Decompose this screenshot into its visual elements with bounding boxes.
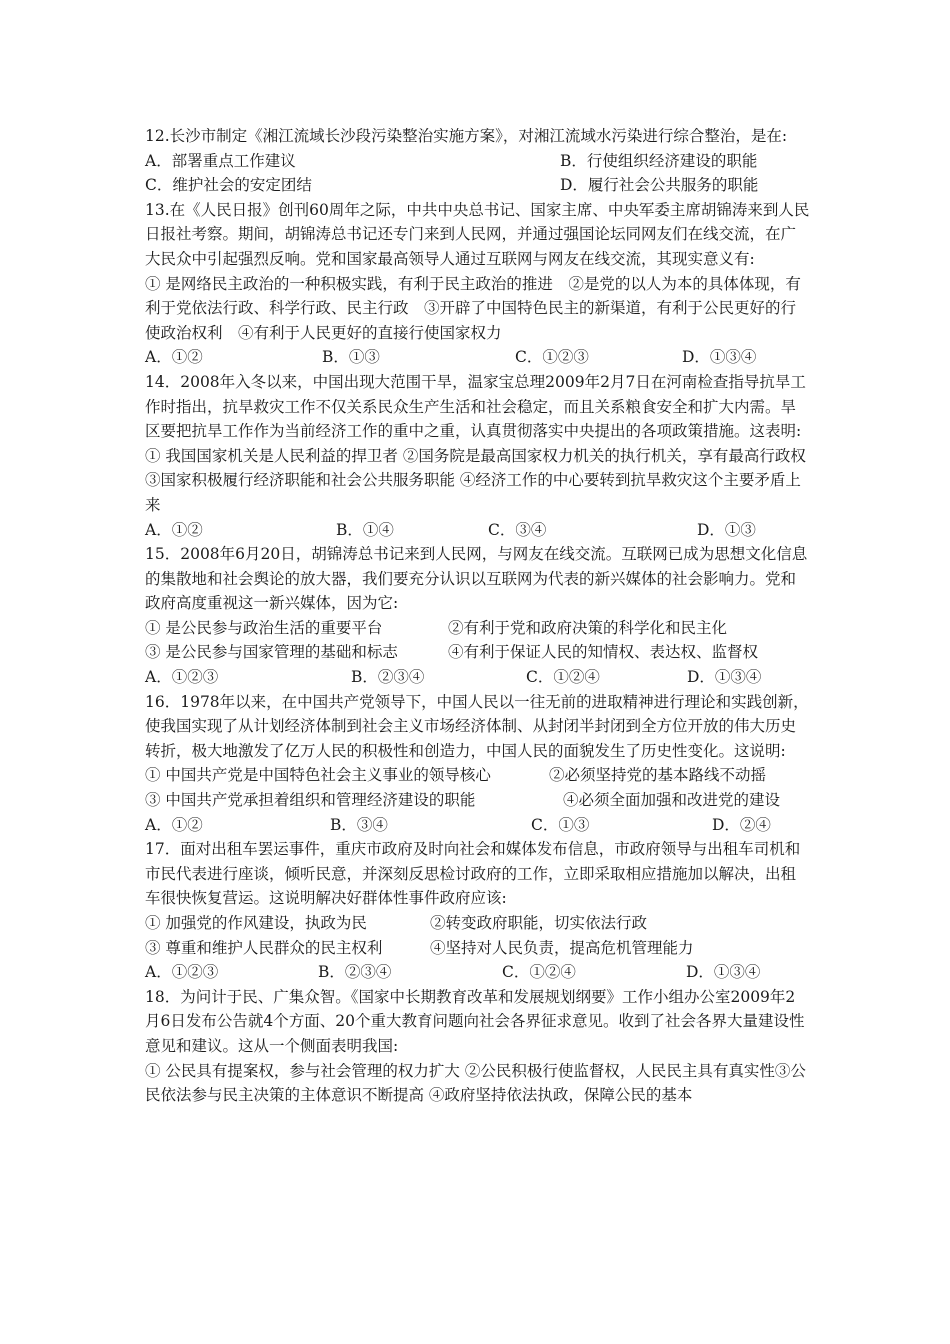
option-a[interactable]: A．①② bbox=[145, 348, 203, 367]
option-d[interactable]: D．履行社会公共服务的职能 bbox=[560, 176, 759, 195]
statement-1: ① 中国共产党是中国特色社会主义事业的领导核心 bbox=[145, 766, 491, 785]
statement-4: ④必须全面加强和改进党的建设 bbox=[563, 791, 781, 810]
option-a[interactable]: A．①②③ bbox=[145, 668, 219, 687]
statement-3: ③ 尊重和维护人民群众的民主权利 bbox=[145, 938, 383, 957]
answer-options bbox=[145, 345, 810, 370]
question-17 bbox=[145, 837, 810, 985]
question-stem: 14．2008年入冬以来，中国出现大范围干旱，温家宝总理2009年2月7日在河南检查指导抗旱工作时指出，抗旱救灾工作不仅关系民众生产生活和社会稳定，而且关系粮食安全和扩大内需。旱区要把抗旱工作作为当前经济工作的重中之重，认真贯彻落实中央提出的各项政策措施。这表明: bbox=[145, 372, 806, 441]
answer-options bbox=[145, 960, 810, 985]
option-c[interactable]: C．①②④ bbox=[502, 963, 576, 982]
question-statements: ① 我国国家机关是人民利益的捍卫者 ②国务院是最高国家权力机关的执行机关，享有最高行政权 ③国家积极履行经济职能和社会公共服务职能 ④经济工作的中心要转到抗旱救灾这个主要矛盾上来 bbox=[145, 446, 806, 514]
question-13 bbox=[145, 198, 810, 370]
question-14 bbox=[145, 370, 810, 542]
question-18 bbox=[145, 985, 810, 1108]
statement-1: ① 是公民参与政治生活的重要平台 bbox=[145, 618, 383, 637]
question-statements-row bbox=[145, 936, 810, 961]
statement-3: ③ 中国共产党承担着组织和管理经济建设的职能 bbox=[145, 791, 476, 810]
option-a[interactable]: A．部署重点工作建议 bbox=[145, 151, 296, 170]
statement-1: ① 加强党的作风建设，执政为民 bbox=[145, 914, 367, 932]
answer-options bbox=[145, 149, 810, 198]
question-stem: 12.长沙市制定《湘江流域长沙段污染整治实施方案》，对湘江流域水污染进行综合整治，是在: bbox=[145, 127, 788, 145]
option-b[interactable]: B．③④ bbox=[330, 815, 388, 834]
option-b[interactable]: B．②③④ bbox=[318, 963, 392, 982]
option-b[interactable]: B．②③④ bbox=[351, 668, 425, 687]
question-stem: 13.在《人民日报》创刊60周年之际，中共中央总书记、国家主席、中央军委主席胡锦涛来到人民日报社考察。期间，胡锦涛总书记还专门来到人民网，并通过强国论坛同网友们在线交流，在广大民众中引起强烈反响。党和国家最高领导人通过互联网与网友在线交流，其现实意义有: bbox=[145, 200, 810, 268]
option-c[interactable]: C．①②③ bbox=[515, 348, 589, 367]
question-statements-row bbox=[145, 640, 810, 665]
question-stem: 18．为问计于民、广集众智。《国家中长期教育改革和发展规划纲要》工作小组办公室2009年2月6日发布公告就4个方面、20个重大教育问题向社会各界征求意见。收到了社会各界大量建设性意见和建议。这从一个侧面表明我国: bbox=[145, 987, 805, 1055]
question-stem: 17．面对出租车罢运事件，重庆市政府及时向社会和媒体发布信息，市政府领导与出租车司机和市民代表进行座谈，倾听民意，并深刻反思检讨政府的工作，立即采取相应措施加以解决，出租车很快恢复营运。这说明解决好群体性事件政府应该: bbox=[145, 840, 801, 908]
question-16 bbox=[145, 690, 810, 838]
answer-options bbox=[145, 813, 810, 838]
option-d[interactable]: D．①③ bbox=[697, 520, 756, 539]
question-statements-row bbox=[145, 616, 810, 641]
option-c[interactable]: C．①③ bbox=[531, 815, 590, 834]
option-d[interactable]: D．①③④ bbox=[687, 668, 762, 687]
answer-options bbox=[145, 665, 810, 690]
question-statements-row bbox=[145, 788, 810, 813]
statement-2: ②转变政府职能，切实依法行政 bbox=[430, 914, 648, 932]
statement-4: ④有利于保证人民的知情权、表达权、监督权 bbox=[448, 643, 759, 662]
option-c[interactable]: C．维护社会的安定团结 bbox=[145, 176, 312, 195]
statement-3: ③ 是公民参与国家管理的基础和标志 bbox=[145, 643, 398, 662]
statement-4: ④坚持对人民负责，提高危机管理能力 bbox=[430, 938, 694, 957]
option-c[interactable]: C．③④ bbox=[488, 520, 547, 539]
option-d[interactable]: D．①③④ bbox=[686, 963, 761, 982]
statement-2: ②有利于党和政府决策的科学化和民主化 bbox=[448, 618, 728, 637]
option-d[interactable]: D．①③④ bbox=[682, 348, 757, 367]
question-statements: ① 是网络民主政治的一种积极实践，有利于民主政治的推进 ②是党的以人为本的具体体现，有利于党依法行政、科学行政、民主行政 ③开辟了中国特色民主的新渠道，有利于公民更好的行使政治权利 ④有利于人民更好的直接行使国家权力 bbox=[145, 274, 801, 342]
question-statements: ① 公民具有提案权，参与社会管理的权力扩大 ②公民积极行使监督权，人民民主具有真实性③公民依法参与民主决策的主体意识不断提高 ④政府坚持依法执政，保障公民的基本 bbox=[145, 1061, 806, 1105]
answer-options bbox=[145, 518, 810, 543]
question-stem: 16．1978年以来，在中国共产党领导下，中国人民以一往无前的进取精神进行理论和实践创新，使我国实现了从计划经济体制到社会主义市场经济体制、从封闭半封闭到全方位开放的伟大历史转折，极大地激发了亿万人民的积极性和创造力，中国人民的面貌发生了历史性变化。这说明: bbox=[145, 692, 809, 760]
question-statements-row bbox=[145, 763, 810, 788]
option-a[interactable]: A．①② bbox=[145, 520, 203, 539]
option-b[interactable]: B．①③ bbox=[322, 348, 380, 367]
question-stem: 15．2008年6月20日，胡锦涛总书记来到人民网，与网友在线交流。互联网已成为思想文化信息的集散地和社会舆论的放大器，我们要充分认识以互联网为代表的新兴媒体的社会影响力。党和政府高度重视这一新兴媒体，因为它: bbox=[145, 545, 808, 613]
option-a[interactable]: A．①② bbox=[145, 815, 203, 834]
question-statements-row bbox=[145, 911, 810, 936]
option-d[interactable]: D．②④ bbox=[712, 815, 771, 834]
option-b[interactable]: B．①④ bbox=[336, 520, 394, 539]
statement-2: ②必须坚持党的基本路线不动摇 bbox=[549, 766, 767, 785]
question-12 bbox=[145, 124, 810, 198]
option-b[interactable]: B．行使组织经济建设的职能 bbox=[560, 151, 758, 170]
option-c[interactable]: C．①②④ bbox=[526, 668, 600, 687]
option-a[interactable]: A．①②③ bbox=[145, 963, 219, 982]
question-15 bbox=[145, 542, 810, 690]
